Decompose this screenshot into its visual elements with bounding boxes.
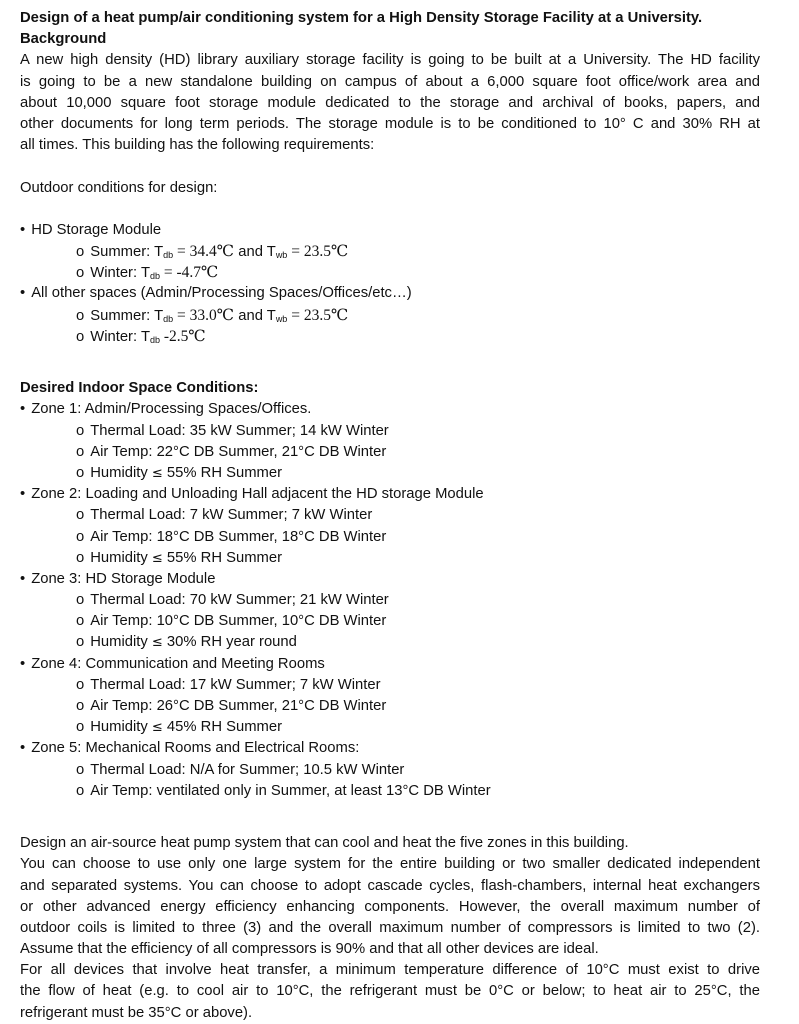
zone-temp: o Air Temp: ventilated only in Summer, at least 13°C DB Winter xyxy=(20,781,760,802)
zone-humidity xyxy=(20,717,760,738)
subscript: db xyxy=(149,271,160,282)
leq-symbol: ≤ xyxy=(151,720,163,736)
zone-temp: o Air Temp: 26°C DB Summer, 21°C DB Winter xyxy=(20,696,760,717)
paragraph-line: A new high density (HD) library auxiliary storage facility is going to be built at a University. The HD facility xyxy=(20,52,760,69)
subscript: db xyxy=(163,250,174,261)
outdoor-hd-summer xyxy=(20,241,760,262)
text: 55% RH Summer xyxy=(162,549,283,566)
text: Humidity xyxy=(90,719,152,736)
zone-label: • Zone 5: Mechanical Rooms and Electrical Rooms: xyxy=(20,738,760,759)
subscript: wb xyxy=(275,250,288,261)
design-paragraph xyxy=(20,833,760,1024)
paragraph-line: Assume that the efficiency of all compressors is 90% and that all other devices are ideal. xyxy=(20,941,599,958)
outdoor-item-label: All other spaces (Admin/Processing Spaces/Offices/etc…) xyxy=(31,285,412,302)
zone-temp: o Air Temp: 10°C DB Summer, 10°C DB Winter xyxy=(20,611,760,632)
outdoor-other-winter xyxy=(20,326,760,347)
leq-symbol: ≤ xyxy=(151,635,163,651)
text: 30% RH year round xyxy=(162,634,297,651)
zone-label: • Zone 3: HD Storage Module xyxy=(20,569,760,590)
value: = 34.4℃ xyxy=(173,243,235,261)
outdoor-hd-winter xyxy=(20,262,760,283)
zone-temp: o Air Temp: 18°C DB Summer, 18°C DB Winter xyxy=(20,527,760,548)
zone-load: o Thermal Load: 70 kW Summer; 21 kW Winter xyxy=(20,590,760,611)
text: 45% RH Summer xyxy=(162,719,283,736)
outdoor-other-summer xyxy=(20,305,760,326)
background-paragraph xyxy=(20,50,760,156)
zone-load: o Thermal Load: 17 kW Summer; 7 kW Winter xyxy=(20,675,760,696)
text: and T xyxy=(234,307,276,324)
paragraph-line: Design an air-source heat pump system that can cool and heat the five zones in this building. xyxy=(20,835,629,852)
value: = 23.5℃ xyxy=(287,243,349,261)
text: Winter: T xyxy=(90,265,150,282)
paragraph-line: or other advanced energy efficiency enhancing components. However, the overall maximum number of xyxy=(20,898,760,915)
text: Summer: T xyxy=(90,307,164,324)
zone-label: • Zone 2: Loading and Unloading Hall adjacent the HD storage Module xyxy=(20,484,760,505)
subscript: db xyxy=(149,334,160,345)
text: Humidity xyxy=(90,464,152,481)
zone-temp: o Air Temp: 22°C DB Summer, 21°C DB Winter xyxy=(20,442,760,463)
paragraph-line: For all devices that involve heat transfer, a minimum temperature difference of 10°C must exist to drive xyxy=(20,962,760,979)
value: = 33.0℃ xyxy=(173,306,235,324)
paragraph-line: You can choose to use only one large system for the entire building or two smaller dedicated independent xyxy=(20,856,760,873)
text: and T xyxy=(234,244,276,261)
outdoor-heading: Outdoor conditions for design: xyxy=(20,179,218,196)
outdoor-conditions-list xyxy=(20,220,760,347)
subscript: wb xyxy=(275,313,288,324)
paragraph-line: refrigerant must be 35°C or above). xyxy=(20,1004,253,1021)
value: -2.5℃ xyxy=(160,327,206,345)
outdoor-item-label: HD Storage Module xyxy=(31,221,162,238)
value: = 23.5℃ xyxy=(287,306,349,324)
value: = -4.7℃ xyxy=(160,264,219,282)
document-title: Design of a heat pump/air conditioning system for a High Density Storage Facility at a University. xyxy=(20,10,703,26)
outdoor-item-hd-module xyxy=(20,220,760,241)
paragraph-line: is going to be a new standalone building on campus of about a 6,000 square foot office/work area and xyxy=(20,73,760,90)
text: Humidity xyxy=(90,634,152,651)
zone-list xyxy=(20,399,760,802)
zone-label: • Zone 4: Communication and Meeting Rooms xyxy=(20,654,760,675)
paragraph-line: outdoor coils is limited to three (3) and the overall maximum number of compressors is limited to two (2). xyxy=(20,919,760,936)
paragraph-line: all times. This building has the following requirements: xyxy=(20,137,375,154)
leq-symbol: ≤ xyxy=(151,550,163,566)
indoor-heading: Desired Indoor Space Conditions: xyxy=(20,380,259,397)
outdoor-item-other-spaces xyxy=(20,283,760,304)
document-page xyxy=(20,8,760,1024)
zone-label: • Zone 1: Admin/Processing Spaces/Offices. xyxy=(20,399,760,420)
zone-humidity xyxy=(20,548,760,569)
paragraph-line: the flow of heat (e.g. to cool air to 10°C, the refrigerant must be 0°C or below; to heat air to 25°C, the xyxy=(20,983,760,1000)
zone-humidity xyxy=(20,463,760,484)
zone-load: o Thermal Load: 35 kW Summer; 14 kW Winter xyxy=(20,421,760,442)
paragraph-line: about 10,000 square foot storage module dedicated to the storage and archival of books, papers, and xyxy=(20,94,760,111)
zone-load: o Thermal Load: 7 kW Summer; 7 kW Winter xyxy=(20,505,760,526)
leq-symbol: ≤ xyxy=(151,465,163,481)
paragraph-line: other documents for long term periods. The storage module is to be conditioned to 10° C and 30% RH at xyxy=(20,115,760,132)
text: Winter: T xyxy=(90,328,150,345)
background-heading: Background xyxy=(20,31,107,48)
text: Humidity xyxy=(90,549,152,566)
paragraph-line: and separated systems. You can choose to adopt cascade cycles, flash-chambers, internal heat exchangers xyxy=(20,877,760,894)
zone-load: o Thermal Load: N/A for Summer; 10.5 kW Winter xyxy=(20,760,760,781)
subscript: db xyxy=(163,313,174,324)
text: 55% RH Summer xyxy=(162,464,283,481)
text: Summer: T xyxy=(90,244,164,261)
zone-humidity xyxy=(20,632,760,653)
